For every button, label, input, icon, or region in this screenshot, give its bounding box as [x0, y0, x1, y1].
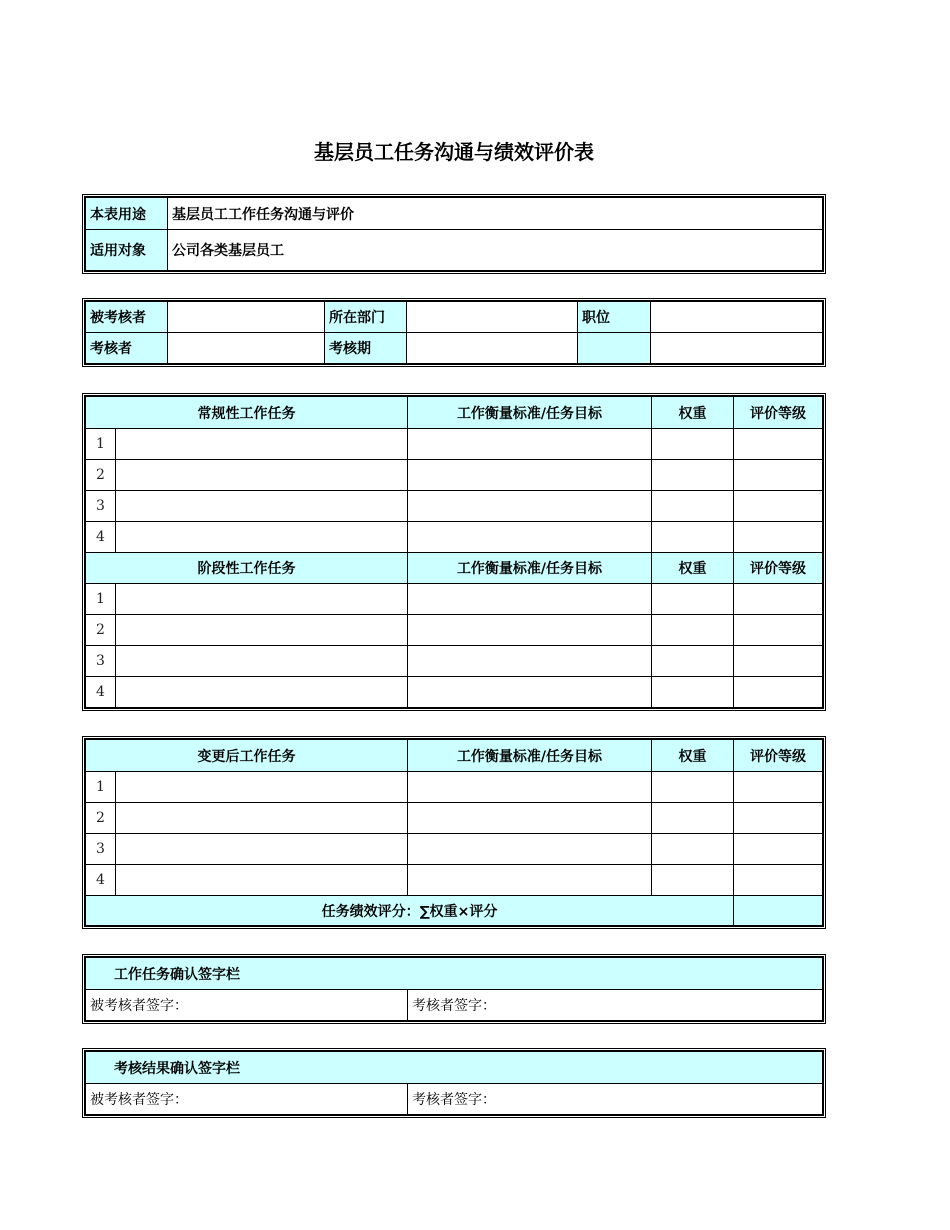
evaluator-signature-field[interactable]: 考核者签字：: [408, 990, 823, 1021]
row-number: 1: [86, 429, 116, 460]
evaluator-signature-field[interactable]: 考核者签字：: [408, 1084, 823, 1115]
position-label: 职位: [578, 302, 651, 333]
score-label: 任务绩效评分：∑权重×评分: [86, 896, 734, 926]
position-input[interactable]: [651, 302, 823, 333]
row-number: 1: [86, 584, 116, 615]
weight-input[interactable]: [652, 584, 734, 615]
grade-input[interactable]: [734, 522, 823, 553]
row-number: 2: [86, 460, 116, 491]
grade-input[interactable]: [734, 646, 823, 677]
department-label: 所在部门: [325, 302, 407, 333]
weight-input[interactable]: [652, 834, 734, 865]
purpose-label: 本表用途: [86, 198, 168, 230]
grade-input[interactable]: [734, 834, 823, 865]
page-title: 基层员工任务沟通与绩效评价表: [314, 140, 594, 164]
standard-input[interactable]: [408, 615, 652, 646]
standard-input[interactable]: [408, 677, 652, 708]
row-number: 2: [86, 615, 116, 646]
weight-input[interactable]: [652, 491, 734, 522]
row-number: 3: [86, 834, 116, 865]
row-number: 4: [86, 865, 116, 896]
row-number: 1: [86, 772, 116, 803]
task-input[interactable]: [116, 491, 408, 522]
evaluator-label: 考核者: [86, 333, 168, 364]
evaluatee-signature-field[interactable]: 被考核者签字：: [86, 1084, 408, 1115]
task-input[interactable]: [116, 522, 408, 553]
phase-header: 阶段性工作任务: [86, 553, 408, 584]
evaluatee-signature-field[interactable]: 被考核者签字：: [86, 990, 408, 1021]
info-table: [82, 298, 826, 367]
phase-weight-header: 权重: [652, 553, 734, 584]
routine-standard-header: 工作衡量标准/任务目标: [408, 397, 652, 429]
task-input[interactable]: [116, 803, 408, 834]
weight-input[interactable]: [652, 803, 734, 834]
task-input[interactable]: [116, 772, 408, 803]
row-number: 4: [86, 677, 116, 708]
weight-input[interactable]: [652, 865, 734, 896]
task-input[interactable]: [116, 677, 408, 708]
standard-input[interactable]: [408, 803, 652, 834]
period-input[interactable]: [407, 333, 578, 364]
extra-input[interactable]: [651, 333, 823, 364]
grade-input[interactable]: [734, 865, 823, 896]
task-input[interactable]: [116, 834, 408, 865]
weight-input[interactable]: [652, 772, 734, 803]
changed-standard-header: 工作衡量标准/任务目标: [408, 740, 652, 772]
weight-input[interactable]: [652, 677, 734, 708]
grade-input[interactable]: [734, 460, 823, 491]
task-input[interactable]: [116, 584, 408, 615]
phase-standard-header: 工作衡量标准/任务目标: [408, 553, 652, 584]
changed-header: 变更后工作任务: [86, 740, 408, 772]
standard-input[interactable]: [408, 865, 652, 896]
weight-input[interactable]: [652, 522, 734, 553]
blank-cell: [578, 333, 651, 364]
changed-grade-header: 评价等级: [734, 740, 823, 772]
task-input[interactable]: [116, 646, 408, 677]
row-number: 3: [86, 646, 116, 677]
task-input[interactable]: [116, 429, 408, 460]
purpose-table: [82, 194, 826, 274]
target-label: 适用对象: [86, 230, 168, 271]
task-confirm-table: [82, 954, 826, 1024]
standard-input[interactable]: [408, 491, 652, 522]
standard-input[interactable]: [408, 460, 652, 491]
row-number: 2: [86, 803, 116, 834]
grade-input[interactable]: [734, 584, 823, 615]
department-input[interactable]: [407, 302, 578, 333]
routine-grade-header: 评价等级: [734, 397, 823, 429]
standard-input[interactable]: [408, 646, 652, 677]
weight-input[interactable]: [652, 646, 734, 677]
task-confirm-title: 工作任务确认签字栏: [86, 958, 823, 990]
grade-input[interactable]: [734, 677, 823, 708]
task-input[interactable]: [116, 615, 408, 646]
period-label: 考核期: [325, 333, 407, 364]
task-input[interactable]: [116, 865, 408, 896]
changed-task-table: [82, 736, 826, 929]
result-confirm-table: [82, 1048, 826, 1118]
changed-weight-header: 权重: [652, 740, 734, 772]
score-input[interactable]: [734, 896, 823, 926]
routine-weight-header: 权重: [652, 397, 734, 429]
row-number: 4: [86, 522, 116, 553]
weight-input[interactable]: [652, 615, 734, 646]
phase-grade-header: 评价等级: [734, 553, 823, 584]
task-input[interactable]: [116, 460, 408, 491]
evaluatee-label: 被考核者: [86, 302, 168, 333]
standard-input[interactable]: [408, 429, 652, 460]
grade-input[interactable]: [734, 429, 823, 460]
result-confirm-title: 考核结果确认签字栏: [86, 1052, 823, 1084]
standard-input[interactable]: [408, 584, 652, 615]
standard-input[interactable]: [408, 772, 652, 803]
row-number: 3: [86, 491, 116, 522]
target-value: 公司各类基层员工: [168, 230, 823, 271]
grade-input[interactable]: [734, 772, 823, 803]
grade-input[interactable]: [734, 491, 823, 522]
evaluatee-input[interactable]: [168, 302, 325, 333]
standard-input[interactable]: [408, 834, 652, 865]
weight-input[interactable]: [652, 429, 734, 460]
task-table: [82, 393, 826, 711]
standard-input[interactable]: [408, 522, 652, 553]
evaluator-input[interactable]: [168, 333, 325, 364]
grade-input[interactable]: [734, 615, 823, 646]
routine-header: 常规性工作任务: [86, 397, 408, 429]
weight-input[interactable]: [652, 460, 734, 491]
purpose-value: 基层员工工作任务沟通与评价: [168, 198, 823, 230]
grade-input[interactable]: [734, 803, 823, 834]
